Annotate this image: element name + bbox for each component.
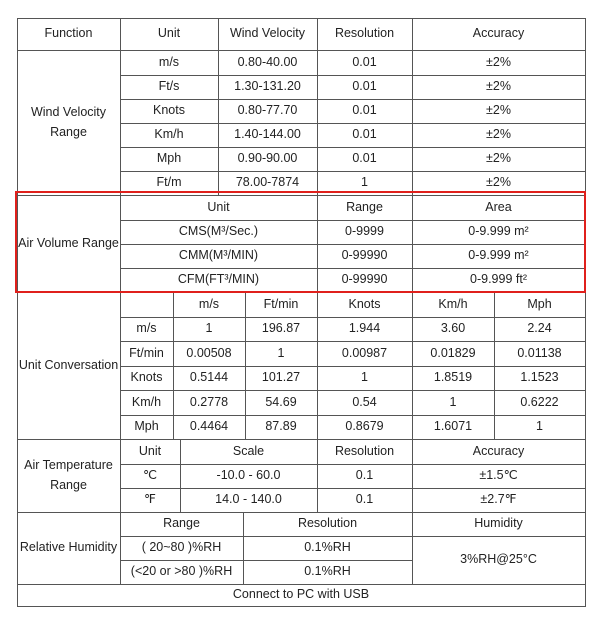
- conversation-cell: 1.1523: [520, 370, 559, 385]
- conversation-cell: 54.69: [265, 394, 297, 409]
- wind-row-resolution: 1: [361, 175, 368, 190]
- humidity-row-resolution: 0.1%RH: [304, 540, 351, 555]
- conversation-row-header: Knots: [130, 370, 163, 385]
- unit-conversation-label: Unit Conversation: [18, 357, 119, 372]
- conversation-cell: 0.54: [352, 394, 377, 409]
- temperature-header: Resolution: [334, 443, 395, 458]
- wind-row-accuracy: ±2%: [486, 151, 511, 166]
- footer-usb-note: Connect to PC with USB: [232, 587, 370, 602]
- air-volume-label: Air Volume Range: [18, 235, 119, 250]
- temperature-cell: ±1.5℃: [479, 468, 518, 483]
- header-resolution: Resolution: [334, 26, 395, 41]
- conversation-cell: 196.87: [261, 321, 301, 336]
- conversation-row-header: m/s: [136, 321, 157, 336]
- humidity-value: 3%RH@25°C: [460, 552, 537, 567]
- air-volume-row-unit: CMS(M³/Sec.): [178, 224, 259, 239]
- temperature-header: Accuracy: [472, 443, 525, 458]
- conversation-cell: 0.8679: [345, 419, 384, 434]
- conversation-cell: 1: [205, 321, 213, 336]
- wind-velocity-label: Wind Velocity Range: [30, 105, 107, 139]
- conversation-cell: 1: [277, 345, 285, 360]
- wind-row-range: 78.00-7874: [235, 175, 300, 190]
- wind-row-range: 0.80-40.00: [237, 54, 298, 69]
- wind-row-accuracy: ±2%: [486, 175, 511, 190]
- humidity-header-resolution: Resolution: [297, 516, 358, 531]
- wind-row-unit: Mph: [156, 151, 182, 166]
- temperature-cell: ±2.7℉: [480, 492, 517, 507]
- wind-row-unit: Km/h: [154, 127, 184, 142]
- air-volume-row-range: 0-99990: [341, 272, 388, 287]
- grid-line: [17, 606, 586, 607]
- header-wind-velocity: Wind Velocity: [229, 26, 306, 41]
- conversation-cell: 0.01829: [430, 345, 476, 360]
- temperature-header: Unit: [138, 443, 162, 458]
- conversation-cell: 87.89: [265, 419, 297, 434]
- air-volume-row-range: 0-99990: [341, 248, 388, 263]
- conversation-col-header: m/s: [198, 296, 220, 311]
- header-function: Function: [44, 26, 93, 41]
- wind-row-accuracy: ±2%: [486, 79, 511, 94]
- humidity-row-resolution: 0.1%RH: [304, 564, 351, 579]
- temperature-cell: 0.1: [355, 492, 374, 507]
- conversation-cell: 1: [536, 419, 543, 434]
- conversation-row-header: Ft/min: [129, 345, 164, 360]
- wind-row-resolution: 0.01: [352, 151, 377, 166]
- air-volume-header-range: Range: [346, 199, 383, 214]
- humidity-header-range: Range: [163, 516, 200, 531]
- wind-row-range: 1.30-131.20: [234, 79, 301, 94]
- conversation-cell: 0.6222: [520, 394, 559, 409]
- wind-row-resolution: 0.01: [352, 79, 377, 94]
- header-unit: Unit: [157, 26, 181, 41]
- wind-row-accuracy: ±2%: [486, 127, 511, 142]
- humidity-header-humidity: Humidity: [474, 516, 523, 531]
- conversation-cell: 1.6071: [433, 419, 473, 434]
- conversation-cell: 3.60: [440, 321, 466, 336]
- conversation-col-header: Mph: [527, 296, 552, 311]
- conversation-col-header: Ft/min: [263, 296, 299, 311]
- air-temperature-label: Air Temperature Range: [24, 458, 113, 492]
- wind-row-accuracy: ±2%: [486, 103, 511, 118]
- wind-row-resolution: 0.01: [352, 127, 377, 142]
- conversation-cell: 1.944: [348, 321, 381, 336]
- conversation-cell: 0.01138: [517, 345, 562, 360]
- conversation-cell: 2.24: [527, 321, 552, 336]
- wind-row-resolution: 0.01: [352, 103, 377, 118]
- wind-row-unit: Knots: [153, 103, 185, 118]
- conversation-cell: 0.4464: [189, 419, 229, 434]
- wind-row-range: 0.80-77.70: [237, 103, 298, 118]
- temperature-cell: -10.0 - 60.0: [216, 468, 281, 483]
- header-accuracy: Accuracy: [472, 26, 525, 41]
- humidity-row-range: ( 20~80 )%RH: [141, 540, 222, 555]
- conversation-row-header: Km/h: [131, 394, 162, 409]
- wind-row-unit: Ft/s: [158, 79, 180, 94]
- wind-row-unit: Ft/m: [156, 175, 182, 190]
- temperature-header: Scale: [232, 443, 265, 458]
- wind-row-range: 1.40-144.00: [234, 127, 301, 142]
- conversation-row-header: Mph: [134, 419, 159, 434]
- air-volume-highlight-box: [15, 191, 586, 293]
- conversation-cell: 0.2778: [189, 394, 229, 409]
- conversation-col-header: Knots: [348, 296, 381, 311]
- air-volume-header-unit: Unit: [207, 199, 230, 214]
- conversation-cell: 0.5144: [189, 370, 229, 385]
- temperature-cell: 14.0 - 140.0: [215, 492, 282, 507]
- air-volume-row-area: 0-9.999 ft²: [470, 272, 527, 287]
- conversation-cell: 0.00508: [186, 345, 232, 360]
- temperature-cell: ℉: [144, 492, 156, 507]
- relative-humidity-label: Relative Humidity: [19, 540, 118, 555]
- conversation-cell: 101.27: [261, 370, 301, 385]
- air-volume-row-unit: CMM(M³/MIN): [178, 248, 259, 263]
- air-volume-row-unit: CFM(FT³/MIN): [177, 272, 260, 287]
- air-volume-header-area: Area: [485, 199, 512, 214]
- wind-row-accuracy: ±2%: [486, 54, 511, 69]
- temperature-cell: ℃: [142, 468, 158, 483]
- wind-row-range: 0.90-90.00: [237, 151, 298, 166]
- conversation-cell: 1.8519: [433, 370, 473, 385]
- humidity-row-range: (<20 or >80 )%RH: [130, 564, 233, 579]
- air-volume-row-area: 0-9.999 m²: [468, 248, 529, 263]
- conversation-col-header: Km/h: [438, 296, 468, 311]
- wind-row-resolution: 0.01: [352, 54, 377, 69]
- conversation-cell: 1: [361, 370, 368, 385]
- conversation-cell: 0.00987: [341, 345, 388, 360]
- air-volume-row-area: 0-9.999 m²: [468, 224, 529, 239]
- grid-line: [585, 18, 586, 607]
- wind-row-unit: m/s: [158, 54, 180, 69]
- air-volume-row-range: 0-9999: [345, 224, 384, 239]
- temperature-cell: 0.1: [355, 468, 374, 483]
- conversation-cell: 1: [449, 394, 457, 409]
